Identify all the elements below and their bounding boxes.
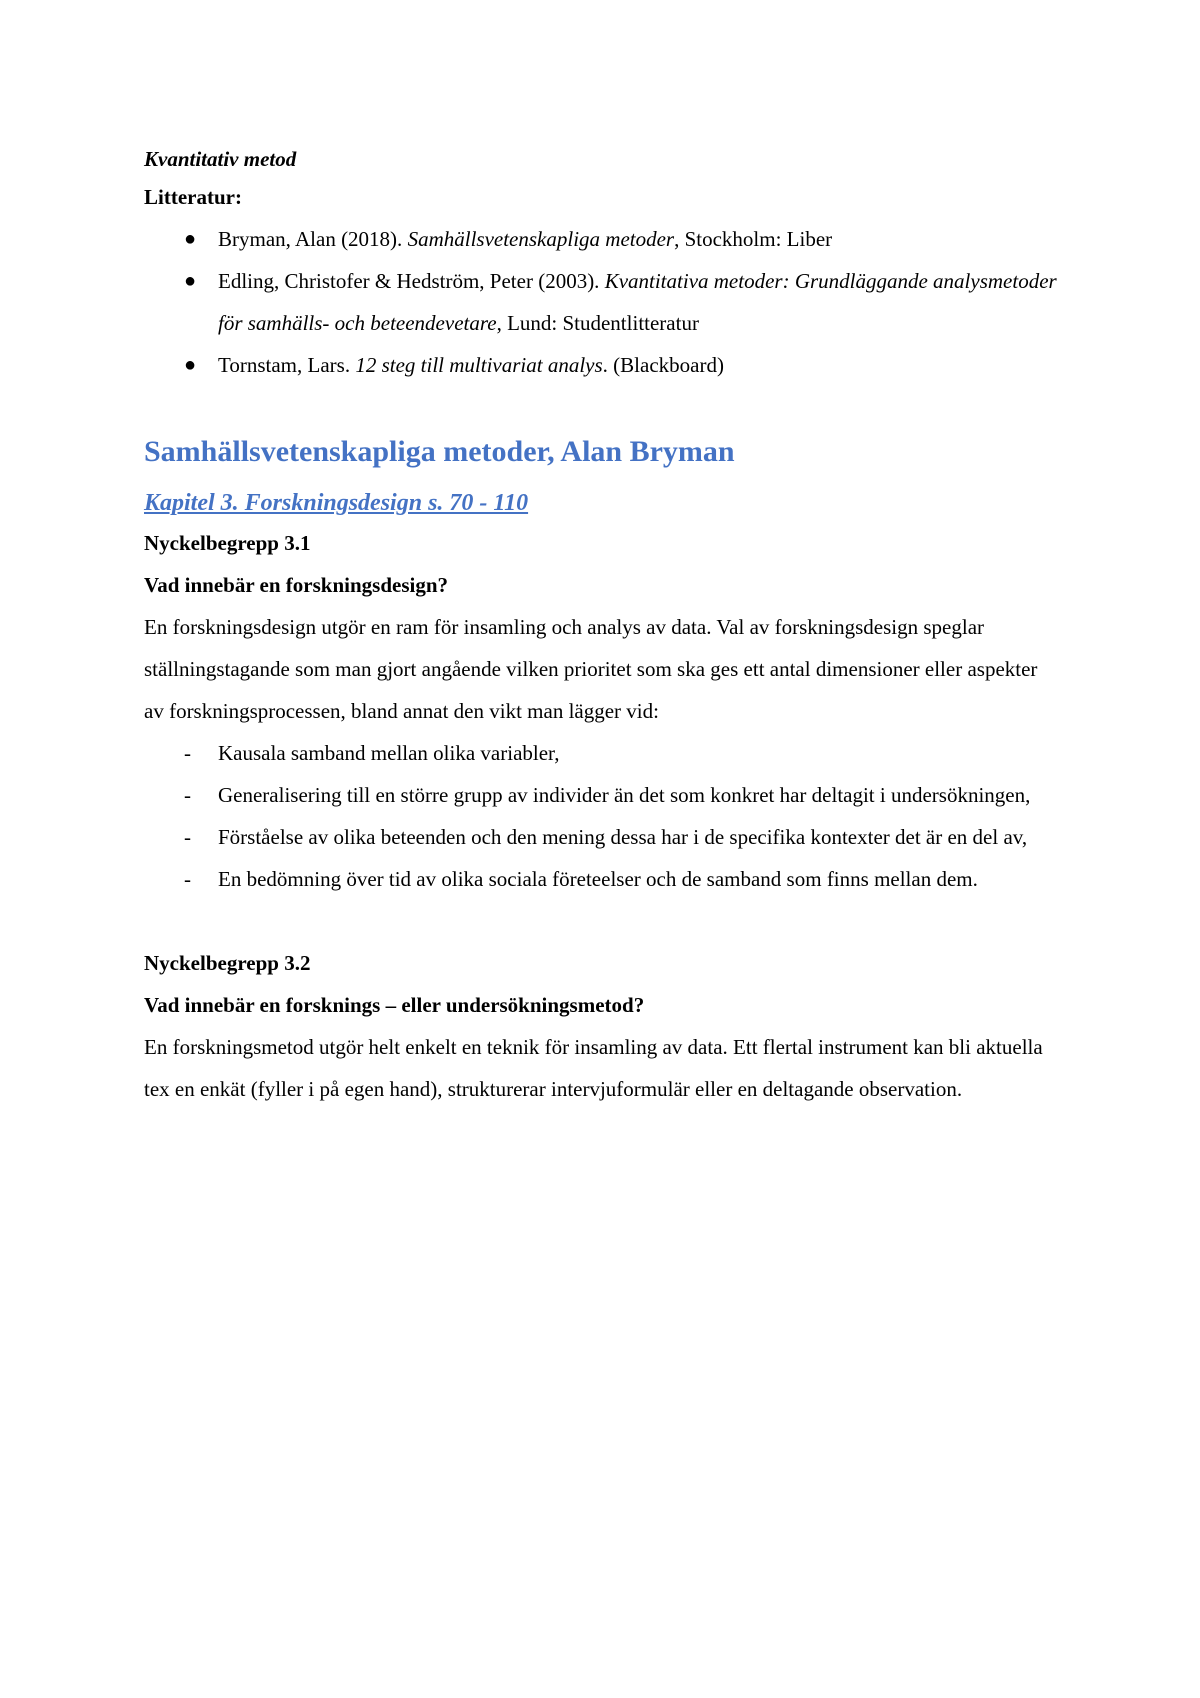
bullet-icon: ● xyxy=(184,270,197,292)
blank-line xyxy=(144,900,1060,942)
aspect-list xyxy=(144,732,1060,900)
bullet-icon: ● xyxy=(184,354,197,376)
concept-label: Nyckelbegrepp 3.1 xyxy=(144,531,311,555)
reference-item xyxy=(144,344,1060,386)
dash-marker: - xyxy=(184,825,191,849)
list-item-text: Förståelse av olika beteenden och den mening dessa har i de specifika kontexter det är en del av, xyxy=(218,825,1028,849)
reference-author: Tornstam, Lars. xyxy=(218,353,356,377)
concept-label: Nyckelbegrepp 3.2 xyxy=(144,951,311,975)
concept-paragraph: En forskningsdesign utgör en ram för insamling och analys av data. Val av forskningsdesign speglar ställningstagande som man gjort angående vilken prioritet som ska ges ett antal dimensioner eller aspekter av forskningsprocessen, bland annat den vikt man lägger vid: xyxy=(144,615,1038,723)
list-item-text: Generalisering till en större grupp av individer än det som konkret har deltagit i undersökningen, xyxy=(218,783,1031,807)
chapter-heading: Kapitel 3. Forskningsdesign s. 70 - 110 xyxy=(144,490,529,516)
section-heading: Samhällsvetenskapliga metoder, Alan Bryman xyxy=(144,435,735,468)
reference-author: Bryman, Alan (2018). xyxy=(218,227,408,251)
reference-list xyxy=(144,218,1060,386)
list-item xyxy=(144,858,1060,900)
list-item xyxy=(144,816,1060,858)
literature-heading: Litteratur: xyxy=(144,185,242,209)
reference-publisher: . (Blackboard) xyxy=(602,353,724,377)
reference-title: Kvantitativa metoder: Grundläggande analysmetoder för samhälls- och beteendevetare xyxy=(218,269,1057,335)
concept-paragraph: En forskningsmetod utgör helt enkelt en teknik för insamling av data. Ett flertal instrument kan bli aktuella tex en enkät (fyller i på egen hand), strukturerar intervjuformulär eller en deltagande observation. xyxy=(144,1035,1043,1101)
concept-question: Vad innebär en forskningsdesign? xyxy=(144,573,449,597)
document-title: Kvantitativ metod xyxy=(144,147,297,171)
reference-item xyxy=(144,218,1060,260)
reference-item xyxy=(144,260,1060,344)
reference-publisher: , Lund: Studentlitteratur xyxy=(496,311,699,335)
list-item xyxy=(144,732,1060,774)
reference-author: Edling, Christofer & Hedström, Peter (2003). xyxy=(218,269,605,293)
concept-question: Vad innebär en forsknings – eller undersökningsmetod? xyxy=(144,993,645,1017)
list-item-text: En bedömning över tid av olika sociala företeelser och de samband som finns mellan dem. xyxy=(218,867,978,891)
bullet-icon: ● xyxy=(184,228,197,250)
reference-title: Samhällsvetenskapliga metoder xyxy=(407,227,675,251)
reference-title: 12 steg till multivariat analys xyxy=(355,353,603,377)
dash-marker: - xyxy=(184,783,191,807)
reference-publisher: , Stockholm: Liber xyxy=(674,227,833,251)
dash-marker: - xyxy=(184,741,191,765)
dash-marker: - xyxy=(184,867,191,891)
list-item xyxy=(144,774,1060,816)
list-item-text: Kausala samband mellan olika variabler, xyxy=(218,741,560,765)
